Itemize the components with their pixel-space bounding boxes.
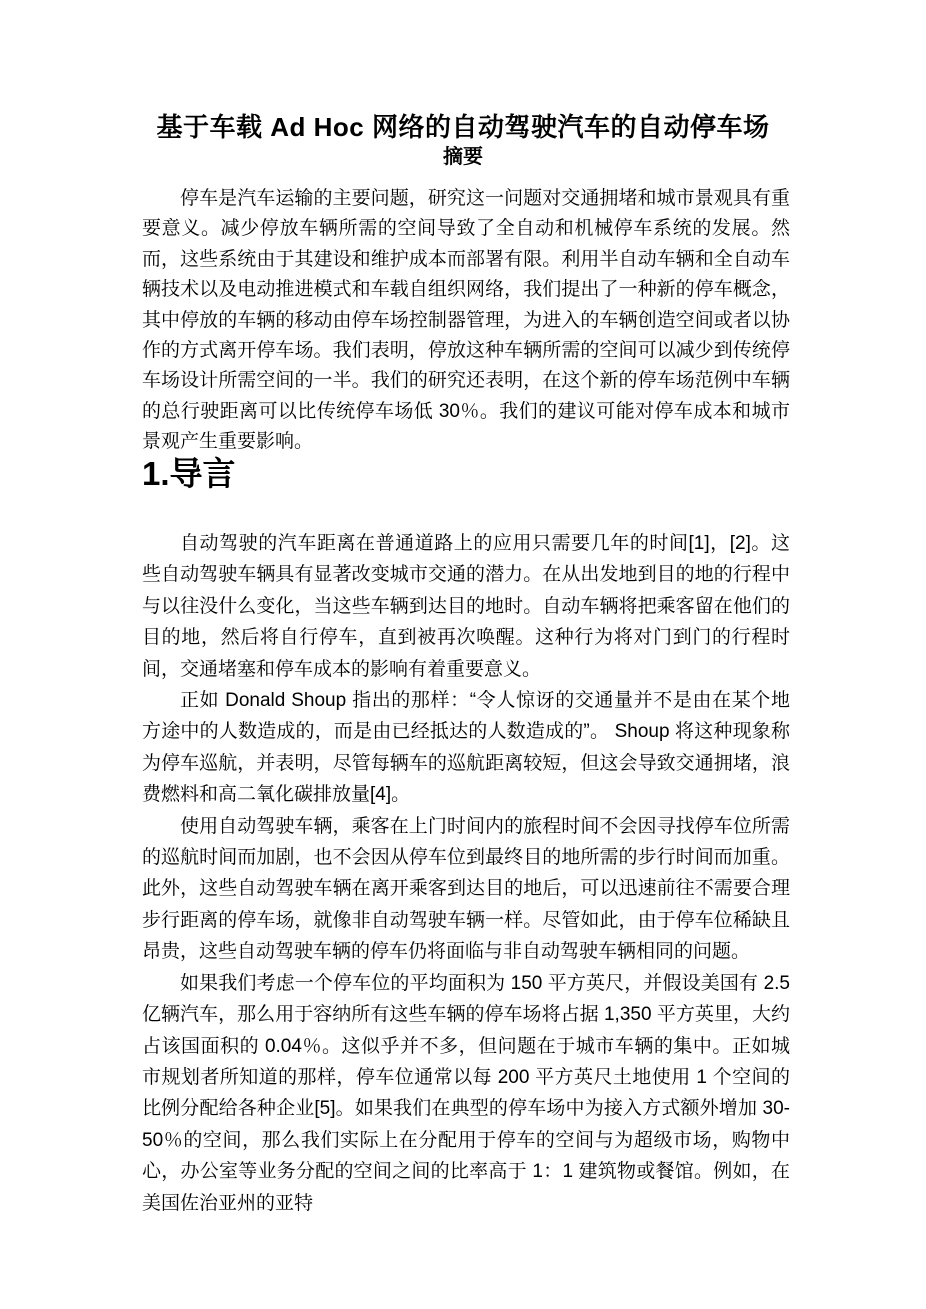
section-1-paragraph-4: 如果我们考虑一个停车位的平均面积为 150 平方英尺，并假设美国有 2.5 亿辆汽车，那么用于容纳所有这些车辆的停车场将占据 1,350 平方英里，大约占该国面积的 0.04％。这似乎并不多，但问题在于城市车辆的集中。正如城市规划者所知道的那样，停车位通常以每 200 平方英尺土地使用 1 个空间的比例分配给各种企业[5]。如果我们在典型的停车场中为接入方式额外增加 30-50％的空间，那么我们实际上在分配用于停车的空间与为超级市场，购物中心，办公室等业务分配的空间之间的比率高于 1：1 建筑物或餐馆。例如，在美国佐治亚州的亚特 bbox=[142, 972, 790, 1214]
section-1-paragraph-3: 使用自动驾驶车辆，乘客在上门时间内的旅程时间不会因寻找停车位所需的巡航时间而加剧，也不会因从停车位到最终目的地所需的步行时间而加重。此外，这些自动驾驶车辆在离开乘客到达目的地后，可以迅速前往不需要合理步行距离的停车场，就像非自动驾驶车辆一样。尽管如此，由于停车位稀缺且昂贵，这些自动驾驶车辆的停车仍将面临与非自动驾驶车辆相同的问题。 bbox=[142, 815, 790, 963]
section-1-body bbox=[142, 528, 790, 1219]
document-title: 基于车载 Ad Hoc 网络的自动驾驶汽车的自动停车场 bbox=[156, 112, 770, 142]
section-1-heading: 1.导言 bbox=[142, 455, 236, 492]
abstract-heading: 摘要 bbox=[443, 146, 483, 168]
abstract-paragraph: 停车是汽车运输的主要问题，研究这一问题对交通拥堵和城市景观具有重要意义。减少停放车辆所需的空间导致了全自动和机械停车系统的发展。然而，这些系统由于其建设和维护成本而部署有限。利用半自动车辆和全自动车辆技术以及电动推进模式和车载自组织网络，我们提出了一种新的停车概念，其中停放的车辆的移动由停车场控制器管理，为进入的车辆创造空间或者以协作的方式离开停车场。我们表明，停放这种车辆所需的空间可以减少到传统停车场设计所需空间的一半。我们的研究还表明，在这个新的停车场范例中车辆的总行驶距离可以比传统停车场低 30％。我们的建议可能对停车成本和城市景观产生重要影响。 bbox=[142, 188, 790, 453]
section-1-paragraph-2: 正如 Donald Shoup 指出的那样：“令人惊讶的交通量并不是由在某个地方途中的人数造成的，而是由已经抵达的人数造成的”。 Shoup 将这种现象称为停车巡航，并表明，尽管每辆车的巡航距离较短，但这会导致交通拥堵，浪费燃料和高二氧化碳排放量[4]。 bbox=[142, 690, 790, 806]
section-1-paragraph-1: 自动驾驶的汽车距离在普通道路上的应用只需要几年的时间[1]，[2]。这些自动驾驶车辆具有显著改变城市交通的潜力。在从出发地到目的地的行程中与以往没什么变化，当这些车辆到达目的地时。自动车辆将把乘客留在他们的目的地，然后将自行停车，直到被再次唤醒。这种行为将对门到门的行程时间，交通堵塞和停车成本的影响有着重要意义。 bbox=[142, 533, 790, 680]
